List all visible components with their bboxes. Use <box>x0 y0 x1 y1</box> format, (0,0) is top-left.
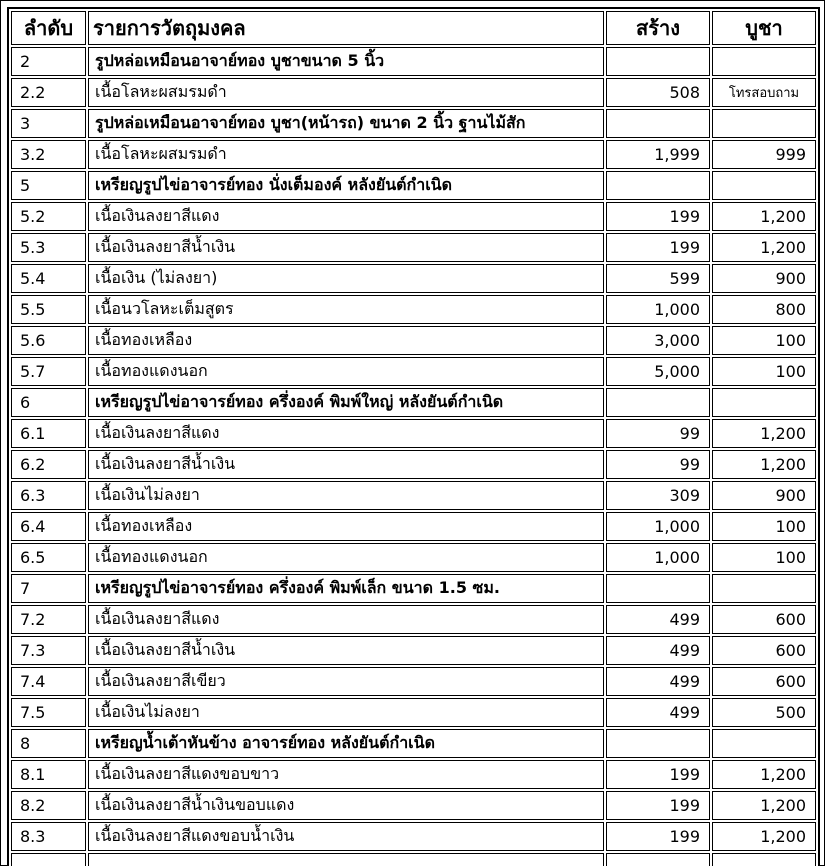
row-item-name: เนื้อโลหะผสมรมดำ <box>88 140 604 169</box>
row-number: 7.5 <box>11 698 86 727</box>
row-item-name: เนื้อเงิน (ไม่ลงยา) <box>88 264 604 293</box>
row-made-qty <box>606 729 710 758</box>
column-header-no: ลำดับ <box>11 11 86 45</box>
row-made-qty: 199 <box>606 822 710 851</box>
row-number: 3 <box>11 109 86 138</box>
row-price: 800 <box>712 295 816 324</box>
row-item-name: เนื้อเงินลงยาสีแดง <box>88 419 604 448</box>
row-made-qty: 499 <box>606 698 710 727</box>
row-made-qty <box>606 388 710 417</box>
row-made-qty: 499 <box>606 636 710 665</box>
row-price: 999 <box>712 140 816 169</box>
row-number: 6.3 <box>11 481 86 510</box>
row-made-qty <box>606 47 710 76</box>
table-row <box>11 171 816 200</box>
row-price: 500 <box>712 698 816 727</box>
table-row <box>11 295 816 324</box>
row-item-name: เนื้อทองแดงนอก <box>88 357 604 386</box>
row-price <box>712 853 816 866</box>
row-item-name: เนื้อเงินลงยาสีเขียว <box>88 667 604 696</box>
table-row <box>11 636 816 665</box>
row-number: 7.3 <box>11 636 86 665</box>
row-number: 7.4 <box>11 667 86 696</box>
row-price: 600 <box>712 605 816 634</box>
column-header-made: สร้าง <box>606 11 710 45</box>
row-price: 1,200 <box>712 822 816 851</box>
row-item-name: เนื้อเงินไม่ลงยา <box>88 698 604 727</box>
row-made-qty: 499 <box>606 605 710 634</box>
row-item-name: เนื้อทองเหลือง <box>88 326 604 355</box>
row-made-qty: 99 <box>606 450 710 479</box>
row-price <box>712 47 816 76</box>
row-item-name: รูปหล่อเหมือนอาจาย์ทอง บูชาขนาด 5 นิ้ว <box>88 47 604 76</box>
row-price <box>712 109 816 138</box>
row-number: 8.3 <box>11 822 86 851</box>
row-made-qty <box>606 853 710 866</box>
table-row <box>11 853 816 866</box>
row-made-qty: 508 <box>606 78 710 107</box>
table-row <box>11 202 816 231</box>
column-header-item: รายการวัตถุมงคล <box>88 11 604 45</box>
row-item-name: เนื้อโลหะผสมรมดำ <box>88 78 604 107</box>
row-number: 2.2 <box>11 78 86 107</box>
row-price <box>712 574 816 603</box>
row-number: 6.5 <box>11 543 86 572</box>
row-made-qty: 309 <box>606 481 710 510</box>
row-item-name: เนื้อเงินลงยาสีน้ำเงิน <box>88 636 604 665</box>
row-made-qty <box>606 109 710 138</box>
row-made-qty: 1,999 <box>606 140 710 169</box>
table-row <box>11 760 816 789</box>
row-price <box>712 729 816 758</box>
table-row <box>11 450 816 479</box>
table-row <box>11 388 816 417</box>
column-header-price: บูชา <box>712 11 816 45</box>
row-number: 6.4 <box>11 512 86 541</box>
table-row <box>11 543 816 572</box>
row-item-name: เหรียญรูปไข่อาจารย์ทอง ครึ่งองค์ พิมพ์ใหญ่ หลังยันต์กำเนิด <box>88 388 604 417</box>
row-number: 5.7 <box>11 357 86 386</box>
row-price: 1,200 <box>712 760 816 789</box>
row-number: 5 <box>11 171 86 200</box>
row-made-qty: 199 <box>606 760 710 789</box>
table-row <box>11 47 816 76</box>
amulet-price-table <box>7 7 820 866</box>
header-row <box>11 11 816 45</box>
row-made-qty: 499 <box>606 667 710 696</box>
row-number: 5.5 <box>11 295 86 324</box>
row-number: 2 <box>11 47 86 76</box>
row-made-qty: 5,000 <box>606 357 710 386</box>
row-number: 3.2 <box>11 140 86 169</box>
row-made-qty: 199 <box>606 791 710 820</box>
row-item-name: เนื้อเงินลงยาสีแดง <box>88 605 604 634</box>
table-row <box>11 729 816 758</box>
row-price: 900 <box>712 264 816 293</box>
row-made-qty: 1,000 <box>606 543 710 572</box>
row-item-name: เนื้อทองเหลือง <box>88 512 604 541</box>
row-number: 5.6 <box>11 326 86 355</box>
row-price: 1,200 <box>712 419 816 448</box>
row-price: 1,200 <box>712 233 816 262</box>
row-number: 8.2 <box>11 791 86 820</box>
row-price: 100 <box>712 512 816 541</box>
row-price <box>712 388 816 417</box>
table-row <box>11 419 816 448</box>
row-item-name: เนื้อเงินลงยาสีแดงขอบน้ำเงิน <box>88 822 604 851</box>
row-item-name: เนื้อเงินลงยาสีน้ำเงินขอบแดง <box>88 791 604 820</box>
row-made-qty: 1,000 <box>606 295 710 324</box>
row-item-name <box>88 853 604 866</box>
row-price: 1,200 <box>712 450 816 479</box>
row-item-name: เนื้อเงินลงยาสีแดง <box>88 202 604 231</box>
row-price <box>712 171 816 200</box>
row-item-name: เนื้อเงินลงยาสีน้ำเงิน <box>88 450 604 479</box>
row-price: 100 <box>712 543 816 572</box>
table-row <box>11 574 816 603</box>
row-item-name: รูปหล่อเหมือนอาจาย์ทอง บูชา(หน้ารถ) ขนาด 2 นิ้ว ฐานไม้สัก <box>88 109 604 138</box>
row-number: 5.4 <box>11 264 86 293</box>
table-row <box>11 698 816 727</box>
row-made-qty: 1,000 <box>606 512 710 541</box>
row-price: 600 <box>712 667 816 696</box>
table-row <box>11 109 816 138</box>
row-price: 100 <box>712 326 816 355</box>
row-made-qty: 3,000 <box>606 326 710 355</box>
row-price: 900 <box>712 481 816 510</box>
row-price: 100 <box>712 357 816 386</box>
row-number: 6.2 <box>11 450 86 479</box>
row-made-qty <box>606 574 710 603</box>
table-row <box>11 140 816 169</box>
row-number: 7.2 <box>11 605 86 634</box>
row-item-name: เนื้อเงินลงยาสีน้ำเงิน <box>88 233 604 262</box>
row-item-name: เนื้อนวโลหะเต็มสูตร <box>88 295 604 324</box>
row-number: 6.1 <box>11 419 86 448</box>
row-number: 6 <box>11 388 86 417</box>
row-number: 8.1 <box>11 760 86 789</box>
row-item-name: เหรียญรูปไข่อาจารย์ทอง ครึ่งองค์ พิมพ์เล็ก ขนาด 1.5 ซม. <box>88 574 604 603</box>
row-number: 8 <box>11 729 86 758</box>
row-item-name: เนื้อเงินลงยาสีแดงขอบขาว <box>88 760 604 789</box>
table-row <box>11 264 816 293</box>
row-made-qty <box>606 171 710 200</box>
row-made-qty: 599 <box>606 264 710 293</box>
row-item-name: เหรียญน้ำเต้าหันข้าง อาจารย์ทอง หลังยันต์กำเนิด <box>88 729 604 758</box>
table-header <box>11 11 816 45</box>
table-row <box>11 481 816 510</box>
row-number <box>11 853 86 866</box>
row-made-qty: 199 <box>606 233 710 262</box>
table-body <box>11 47 816 866</box>
row-item-name: เนื้อทองแดงนอก <box>88 543 604 572</box>
table-row <box>11 512 816 541</box>
row-price: โทรสอบถาม <box>712 78 816 107</box>
row-price: 1,200 <box>712 202 816 231</box>
row-item-name: เนื้อเงินไม่ลงยา <box>88 481 604 510</box>
row-price: 1,200 <box>712 791 816 820</box>
row-made-qty: 199 <box>606 202 710 231</box>
table-row <box>11 791 816 820</box>
table-row <box>11 326 816 355</box>
row-number: 5.3 <box>11 233 86 262</box>
row-price: 600 <box>712 636 816 665</box>
row-made-qty: 99 <box>606 419 710 448</box>
table-row <box>11 822 816 851</box>
row-number: 5.2 <box>11 202 86 231</box>
row-item-name: เหรียญรูปไข่อาจารย์ทอง นั่งเต็มองค์ หลังยันต์กำเนิด <box>88 171 604 200</box>
table-row <box>11 357 816 386</box>
table-row <box>11 667 816 696</box>
table-row <box>11 78 816 107</box>
table-row <box>11 233 816 262</box>
table-row <box>11 605 816 634</box>
row-number: 7 <box>11 574 86 603</box>
